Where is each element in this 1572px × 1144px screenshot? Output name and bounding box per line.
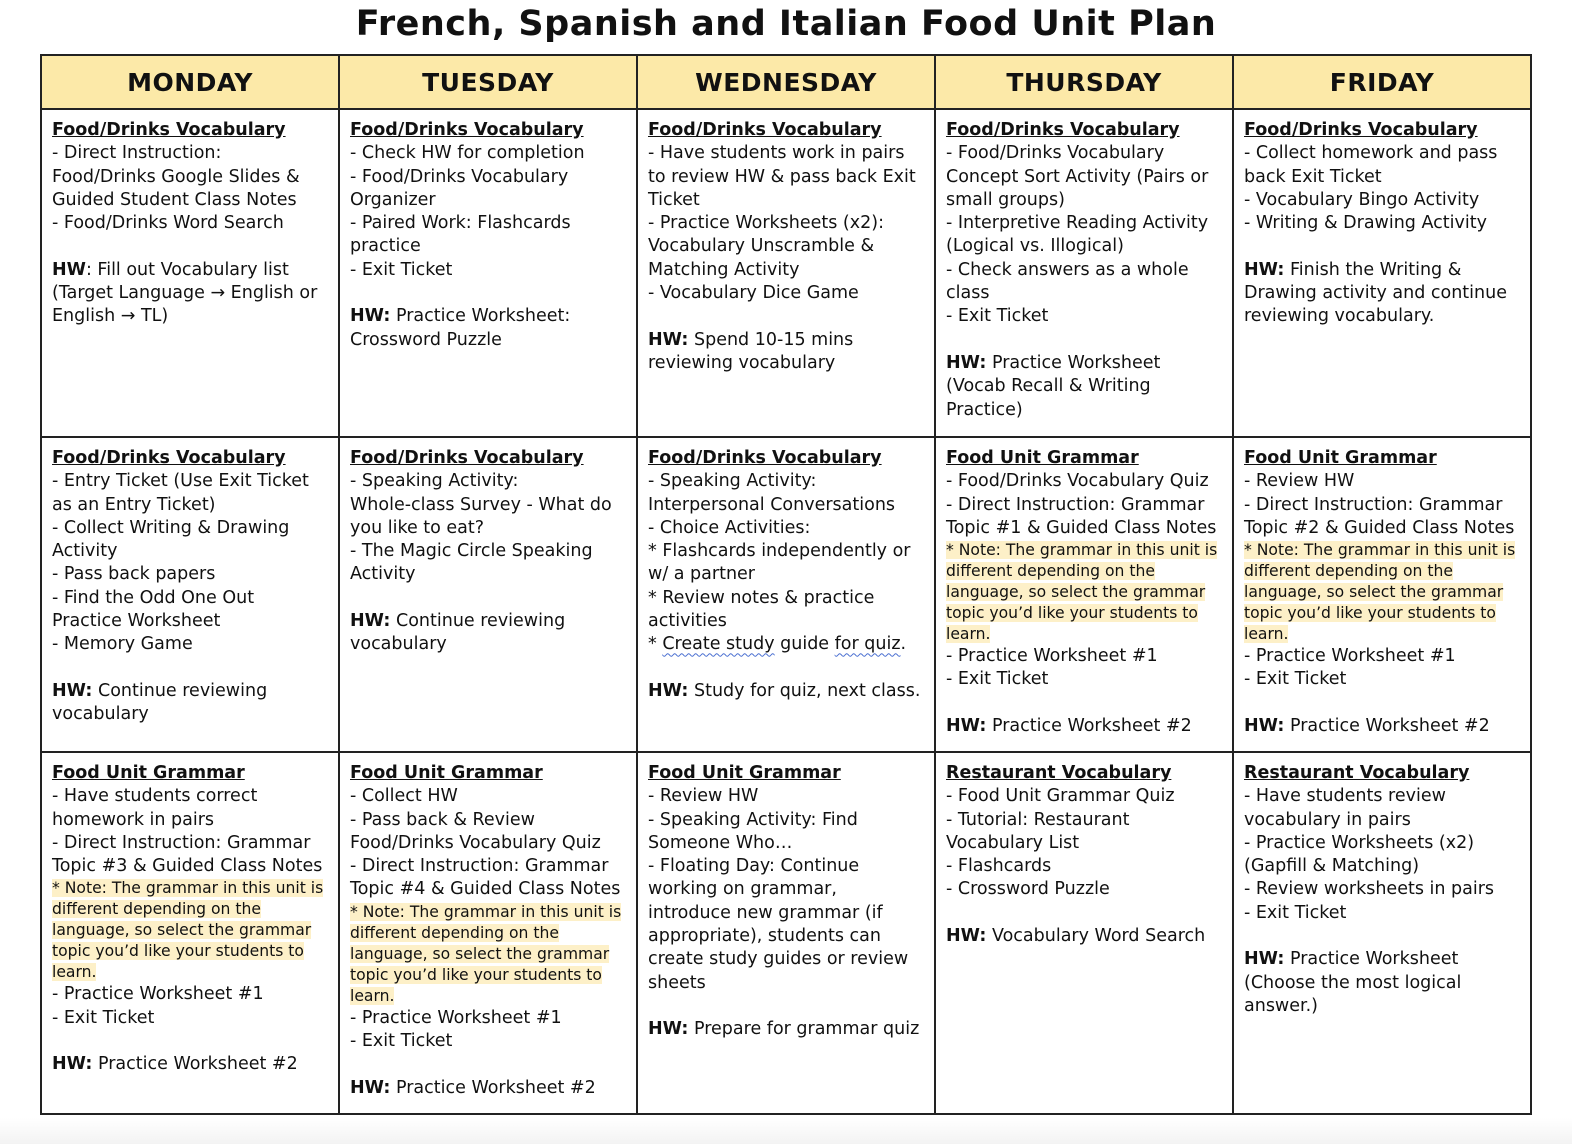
lesson-item: - Practice Worksheets (x2) (Gapfill & Matching)	[1244, 832, 1475, 877]
lesson-item: - Speaking Activity:	[648, 471, 817, 492]
grammar-note: * Note: The grammar in this unit is different depending on the language, so select the grammar topic you’d like your students to learn.	[350, 902, 622, 1005]
lesson-heading: Food/Drinks Vocabulary	[648, 120, 882, 140]
homework-text: Spend 10-15 mins reviewing vocabulary	[648, 329, 854, 373]
lesson-item: - Practice Worksheets (x2): Vocabulary Unscramble & Matching Activity	[648, 213, 884, 280]
lesson-item: Food/Drinks Google Slides & Guided Student Class Notes	[52, 166, 300, 210]
homework-line	[52, 1053, 329, 1076]
lesson-item: - Practice Worksheet #1	[52, 984, 264, 1005]
lesson-heading: Food Unit Grammar	[946, 448, 1139, 468]
lesson-heading: Food Unit Grammar	[1244, 448, 1437, 468]
day-header-wednesday: WEDNESDAY	[637, 55, 935, 109]
lesson-heading: Food/Drinks Vocabulary	[350, 120, 584, 140]
lesson-item: - Exit Ticket	[1244, 669, 1347, 690]
lesson-heading: Food/Drinks Vocabulary	[350, 448, 584, 468]
homework-label: HW:	[52, 680, 93, 701]
lesson-cell	[935, 437, 1233, 752]
lesson-heading: Food/Drinks Vocabulary	[648, 448, 882, 468]
lesson-item: - Vocabulary Bingo Activity	[1244, 189, 1480, 210]
lesson-item: - Practice Worksheet #1	[350, 1007, 562, 1028]
lesson-item: - Direct Instruction: Grammar Topic #1 & Guided Class Notes	[946, 494, 1217, 538]
lesson-item: - Writing & Drawing Activity	[1244, 213, 1487, 234]
lesson-cell	[41, 109, 339, 437]
homework-label: HW:	[350, 306, 391, 327]
lesson-item: - Paired Work: Flashcards practice	[350, 213, 571, 257]
lesson-item: - Choice Activities:	[648, 517, 811, 538]
lesson-item: - Practice Worksheet #1	[946, 646, 1158, 667]
homework-label: HW:	[1244, 716, 1285, 737]
lesson-heading: Food/Drinks Vocabulary	[946, 120, 1180, 140]
lesson-item: - Vocabulary Dice Game	[648, 283, 859, 304]
lesson-item: - Collect HW	[350, 786, 458, 807]
day-header-tuesday: TUESDAY	[339, 55, 637, 109]
lesson-item: - Check answers as a whole class	[946, 259, 1189, 304]
lesson-item: - Direct Instruction:	[52, 143, 222, 164]
homework-label: HW:	[648, 680, 689, 701]
lesson-heading: Food/Drinks Vocabulary	[1244, 120, 1478, 140]
homework-text: Vocabulary Word Search	[986, 926, 1206, 947]
lesson-item: - Speaking Activity: Find Someone Who…	[648, 809, 858, 853]
homework-line	[648, 680, 925, 703]
page-bottom-edge	[0, 1118, 1572, 1144]
lesson-item: - The Magic Circle Speaking Activity	[350, 541, 593, 585]
homework-text: Practice Worksheet #2	[986, 716, 1192, 737]
homework-line	[946, 925, 1223, 948]
lesson-cell	[935, 752, 1233, 1114]
homework-text: Practice Worksheet #2	[1284, 716, 1490, 737]
lesson-item: - Have students correct homework in pairs	[52, 786, 258, 830]
lesson-cell	[1233, 752, 1531, 1114]
homework-text: Practice Worksheet (Vocab Recall & Writing Practice)	[946, 352, 1161, 420]
lesson-cell	[637, 109, 935, 437]
grammar-note: * Note: The grammar in this unit is different depending on the language, so select the grammar topic you’d like your students to learn.	[52, 879, 324, 982]
lesson-item: * Flashcards independently or w/ a partner	[648, 541, 911, 585]
homework-label: HW:	[946, 352, 987, 373]
lesson-cell	[935, 109, 1233, 437]
lesson-item: - Have students review vocabulary in pairs	[1244, 786, 1446, 830]
homework-label: HW:	[648, 1019, 689, 1040]
lesson-item: - Food/Drinks Vocabulary Organizer	[350, 166, 569, 210]
lesson-item: - Memory Game	[52, 634, 193, 655]
lesson-cell	[637, 437, 935, 752]
lesson-item: - Find the Odd One Out Practice Worksheet	[52, 587, 255, 632]
homework-line	[350, 1077, 627, 1100]
lesson-item: - Food Unit Grammar Quiz	[946, 786, 1175, 807]
spellcheck-underlined-text: Create study	[662, 634, 775, 655]
lesson-heading: Restaurant Vocabulary	[1244, 763, 1470, 783]
lesson-item: - Floating Day: Continue working on grammar, introduce new grammar (if appropriate), students can create study guides or review sheets	[648, 856, 909, 993]
day-header-thursday: THURSDAY	[935, 55, 1233, 109]
lesson-item-study-guide	[648, 633, 925, 656]
homework-text: : Fill out Vocabulary list (Target Language → English or English → TL)	[52, 259, 318, 327]
lesson-cell	[339, 752, 637, 1114]
day-header-monday: MONDAY	[41, 55, 339, 109]
lesson-item: * Review notes & practice activities	[648, 587, 875, 632]
lesson-item: - Direct Instruction: Grammar Topic #4 & Guided Class Notes	[350, 856, 621, 900]
homework-label: HW:	[946, 926, 987, 947]
homework-text: Practice Worksheet (Choose the most logical answer.)	[1244, 949, 1462, 1016]
lesson-cell	[41, 437, 339, 752]
lesson-item: - Practice Worksheet #1	[1244, 646, 1456, 667]
lesson-cell	[637, 752, 935, 1114]
lesson-item: - Collect Writing & Drawing Activity	[52, 517, 290, 562]
lesson-heading: Restaurant Vocabulary	[946, 763, 1172, 783]
lesson-item: - Exit Ticket	[946, 306, 1049, 327]
lesson-cell	[41, 752, 339, 1114]
grammar-note: * Note: The grammar in this unit is different depending on the language, so select the grammar topic you’d like your students to learn.	[1244, 541, 1516, 644]
week-row-2	[41, 437, 1531, 752]
lesson-heading: Food Unit Grammar	[648, 763, 841, 783]
spellcheck-underlined-text: for quiz	[834, 634, 901, 655]
homework-label: HW:	[1244, 949, 1285, 970]
lesson-cell	[1233, 109, 1531, 437]
homework-text: Continue reviewing vocabulary	[350, 611, 566, 655]
homework-line	[946, 715, 1223, 738]
lesson-heading: Food/Drinks Vocabulary	[52, 448, 286, 468]
lesson-item: - Direct Instruction: Grammar Topic #3 & Guided Class Notes	[52, 832, 323, 877]
homework-line	[648, 1018, 925, 1041]
homework-label: HW	[52, 259, 86, 280]
lesson-item: - Interpretive Reading Activity (Logical vs. Illogical)	[946, 213, 1209, 257]
lesson-item: - Collect homework and pass back Exit Ticket	[1244, 143, 1498, 187]
homework-text: Prepare for grammar quiz	[688, 1019, 920, 1040]
homework-text: Study for quiz, next class.	[688, 680, 921, 701]
bullet-prefix: *	[648, 634, 663, 655]
lesson-item: - Review worksheets in pairs	[1244, 879, 1495, 900]
homework-text: Practice Worksheet #2	[390, 1077, 596, 1098]
lesson-item: - Exit Ticket	[350, 259, 453, 280]
week-row-3	[41, 752, 1531, 1114]
lesson-cell	[339, 109, 637, 437]
lesson-item: - Check HW for completion	[350, 143, 585, 164]
unit-plan-table	[40, 54, 1532, 1115]
homework-text: Continue reviewing vocabulary	[52, 680, 268, 725]
homework-label: HW:	[1244, 259, 1285, 280]
lesson-item: - Food/Drinks Vocabulary Concept Sort Activity (Pairs or small groups)	[946, 143, 1209, 210]
homework-line	[350, 305, 627, 352]
homework-label: HW:	[946, 716, 987, 737]
lesson-heading: Food Unit Grammar	[52, 763, 245, 783]
lesson-item: - Review HW	[648, 786, 759, 807]
homework-line	[1244, 259, 1521, 329]
lesson-item: - Pass back papers	[52, 564, 216, 585]
homework-line	[52, 680, 329, 727]
lesson-item: - Food/Drinks Word Search	[52, 213, 284, 234]
lesson-item: - Entry Ticket (Use Exit Ticket as an Entry Ticket)	[52, 471, 309, 515]
homework-text: Practice Worksheet #2	[92, 1054, 298, 1075]
page-title: French, Spanish and Italian Food Unit Plan	[355, 4, 1217, 44]
lesson-item: - Have students work in pairs to review HW & pass back Exit Ticket	[648, 143, 916, 210]
lesson-item: - Pass back & Review Food/Drinks Vocabulary Quiz	[350, 809, 601, 853]
lesson-item: - Food/Drinks Vocabulary Quiz	[946, 471, 1209, 492]
homework-label: HW:	[350, 611, 391, 632]
homework-line	[1244, 948, 1521, 1018]
lesson-item: Whole-class Survey - What do you like to eat?	[350, 494, 612, 538]
grammar-note: * Note: The grammar in this unit is different depending on the language, so select the grammar topic you’d like your students to learn.	[946, 541, 1218, 644]
lesson-item: - Review HW	[1244, 471, 1355, 492]
plain-text: guide	[774, 634, 835, 655]
day-header-row	[41, 55, 1531, 109]
lesson-item: - Exit Ticket	[52, 1007, 155, 1028]
lesson-item: Interpersonal Conversations	[648, 494, 896, 515]
lesson-item: - Exit Ticket	[946, 669, 1049, 690]
homework-line	[648, 329, 925, 376]
lesson-item: - Flashcards	[946, 856, 1052, 877]
homework-label: HW:	[350, 1077, 391, 1098]
lesson-item: - Tutorial: Restaurant Vocabulary List	[946, 809, 1130, 853]
plain-text: .	[900, 634, 907, 655]
homework-line	[1244, 715, 1521, 738]
lesson-item: - Exit Ticket	[350, 1031, 453, 1052]
lesson-cell	[1233, 437, 1531, 752]
homework-label: HW:	[648, 329, 689, 350]
week-row-1	[41, 109, 1531, 437]
lesson-cell	[339, 437, 637, 752]
lesson-item: - Speaking Activity:	[350, 471, 519, 492]
lesson-item: - Crossword Puzzle	[946, 879, 1110, 900]
lesson-heading: Food/Drinks Vocabulary	[52, 120, 286, 140]
homework-line	[52, 259, 329, 329]
homework-text: Practice Worksheet: Crossword Puzzle	[350, 306, 571, 350]
homework-line	[350, 610, 627, 657]
day-header-friday: FRIDAY	[1233, 55, 1531, 109]
lesson-item: - Direct Instruction: Grammar Topic #2 & Guided Class Notes	[1244, 494, 1515, 538]
homework-line	[946, 352, 1223, 422]
lesson-item: - Exit Ticket	[1244, 902, 1347, 923]
homework-label: HW:	[52, 1054, 93, 1075]
lesson-heading: Food Unit Grammar	[350, 763, 543, 783]
homework-text: Finish the Writing & Drawing activity and continue reviewing vocabulary.	[1244, 259, 1507, 327]
